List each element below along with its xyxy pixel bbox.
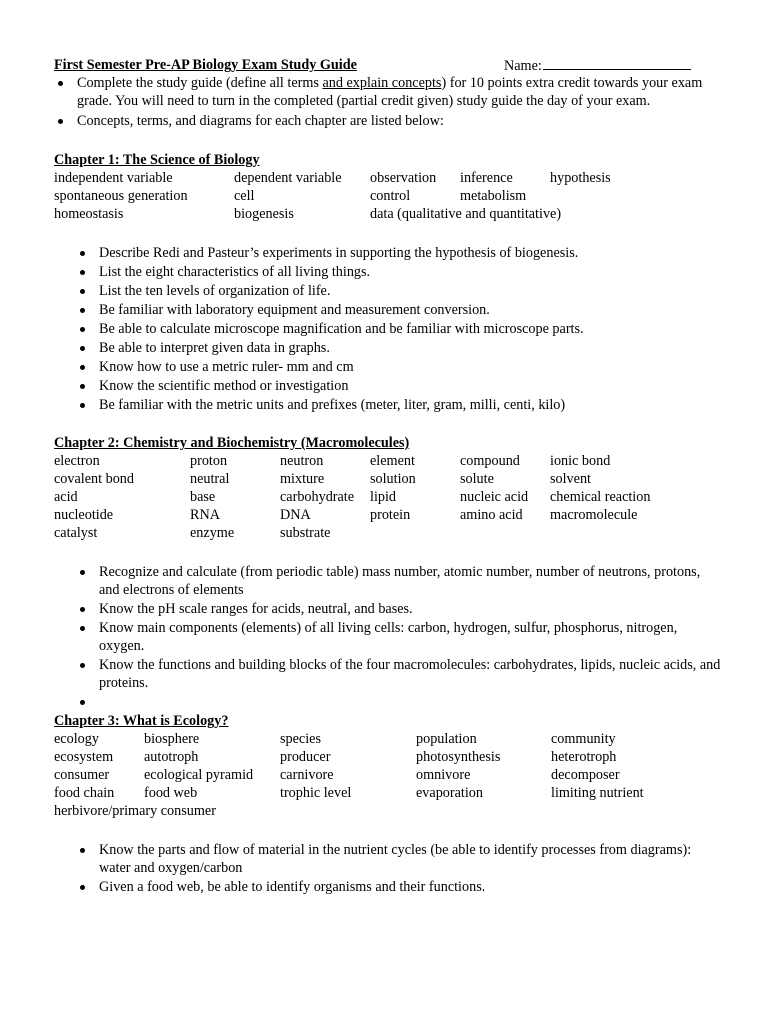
term: species xyxy=(280,731,321,747)
term: evaporation xyxy=(416,785,483,801)
term: neutral xyxy=(190,471,230,487)
term: lipid xyxy=(370,489,397,505)
term: biosphere xyxy=(144,731,200,747)
term: biogenesis xyxy=(234,206,294,222)
term: macromolecule xyxy=(550,507,638,523)
term: trophic level xyxy=(280,785,352,801)
term: enzyme xyxy=(190,525,235,541)
chapter-1-terms xyxy=(54,169,724,223)
term: amino acid xyxy=(460,507,523,523)
term: element xyxy=(370,453,415,469)
term: protein xyxy=(370,507,411,523)
term: neutron xyxy=(280,453,324,469)
concept-item-empty xyxy=(54,693,724,711)
term: solute xyxy=(460,471,494,487)
term: solution xyxy=(370,471,416,487)
name-label: Name: xyxy=(504,58,542,74)
concept-item: Know how to use a metric ruler- mm and cm xyxy=(54,358,724,376)
concept-item: Given a food web, be able to identify organisms and their functions. xyxy=(54,878,724,896)
term: chemical reaction xyxy=(550,489,651,505)
chapter-2-concepts xyxy=(54,563,724,711)
term: carnivore xyxy=(280,767,334,783)
term: catalyst xyxy=(54,525,98,541)
concept-item: Know the scientific method or investigation xyxy=(54,377,724,395)
term: carbohydrate xyxy=(280,489,355,505)
term: nucleotide xyxy=(54,507,114,523)
term: herbivore/primary consumer xyxy=(54,803,216,819)
name-blank-line xyxy=(543,56,691,70)
term: producer xyxy=(280,749,331,765)
intro-bullet-overview: Concepts, terms, and diagrams for each chapter are listed below: xyxy=(54,112,724,130)
concept-item: Know the pH scale ranges for acids, neutral, and bases. xyxy=(54,600,724,618)
term: data (qualitative and quantitative) xyxy=(370,206,562,222)
term: population xyxy=(416,731,477,747)
term: dependent variable xyxy=(234,170,342,186)
term: food web xyxy=(144,785,198,801)
chapter-3-heading: Chapter 3: What is Ecology? xyxy=(54,713,229,729)
term: covalent bond xyxy=(54,471,134,487)
chapter-3-concepts xyxy=(54,841,724,896)
term: mixture xyxy=(280,471,325,487)
term: compound xyxy=(460,453,520,469)
chapter-2-heading: Chapter 2: Chemistry and Biochemistry (Macromolecules) xyxy=(54,435,410,451)
concept-item: Be familiar with laboratory equipment and measurement conversion. xyxy=(54,301,724,319)
term: solvent xyxy=(550,471,591,487)
term: acid xyxy=(54,489,78,505)
term: limiting nutrient xyxy=(551,785,644,801)
term: base xyxy=(190,489,216,505)
document-title: First Semester Pre-AP Biology Exam Study Guide xyxy=(54,57,357,73)
term: consumer xyxy=(54,767,110,783)
study-guide-page xyxy=(54,56,724,897)
term: spontaneous generation xyxy=(54,188,188,204)
term: ecology xyxy=(54,731,99,747)
chapter-1-concepts xyxy=(54,244,724,414)
term: independent variable xyxy=(54,170,173,186)
term: inference xyxy=(460,170,513,186)
concept-item: List the eight characteristics of all living things. xyxy=(54,263,724,281)
term: community xyxy=(551,731,616,747)
concept-item: Be familiar with the metric units and prefixes (meter, liter, gram, milli, centi, kilo) xyxy=(54,396,724,414)
term: omnivore xyxy=(416,767,471,783)
term: food chain xyxy=(54,785,115,801)
header-row xyxy=(54,56,724,74)
concept-item: Know the parts and flow of material in the nutrient cycles (be able to identify processes from diagrams): water and oxygen/carbon xyxy=(54,841,724,877)
term: cell xyxy=(234,188,255,204)
term: electron xyxy=(54,453,100,469)
term: hypothesis xyxy=(550,170,611,186)
intro-list xyxy=(54,74,724,130)
name-field xyxy=(504,56,691,75)
concept-item: Be able to interpret given data in graphs. xyxy=(54,339,724,357)
term: autotroph xyxy=(144,749,199,765)
term: DNA xyxy=(280,507,311,523)
term: photosynthesis xyxy=(416,749,501,765)
term: proton xyxy=(190,453,228,469)
term: RNA xyxy=(190,507,220,523)
concept-item: Recognize and calculate (from periodic table) mass number, atomic number, number of neutrons, protons, and electrons of elements xyxy=(54,563,724,599)
term: metabolism xyxy=(460,188,527,204)
term: ecological pyramid xyxy=(144,767,254,783)
concept-item: Describe Redi and Pasteur’s experiments in supporting the hypothesis of biogenesis. xyxy=(54,244,724,262)
term: decomposer xyxy=(551,767,620,783)
term: observation xyxy=(370,170,437,186)
underlined-phrase: and explain concepts xyxy=(322,75,442,91)
term: nucleic acid xyxy=(460,489,529,505)
term: substrate xyxy=(280,525,331,541)
concept-item: Know main components (elements) of all living cells: carbon, hydrogen, sulfur, phosphorus, nitrogen, oxygen. xyxy=(54,619,724,655)
concept-item: List the ten levels of organization of life. xyxy=(54,282,724,300)
term: ecosystem xyxy=(54,749,114,765)
concept-item: Be able to calculate microscope magnification and be familiar with microscope parts. xyxy=(54,320,724,338)
term: ionic bond xyxy=(550,453,611,469)
chapter-2-terms xyxy=(54,452,724,542)
chapter-3-terms xyxy=(54,730,724,820)
term: control xyxy=(370,188,411,204)
chapter-1-heading: Chapter 1: The Science of Biology xyxy=(54,152,260,168)
term: homeostasis xyxy=(54,206,124,222)
term: heterotroph xyxy=(551,749,617,765)
concept-item: Know the functions and building blocks of the four macromolecules: carbohydrates, lipids, nucleic acids, and proteins. xyxy=(54,656,724,692)
intro-bullet-instructions: Complete the study guide (define all terms and explain concepts) for 10 points extra credit towards your exam grade. You will need to turn in the completed (partial credit given) study guide the day of your exam. xyxy=(54,74,724,110)
